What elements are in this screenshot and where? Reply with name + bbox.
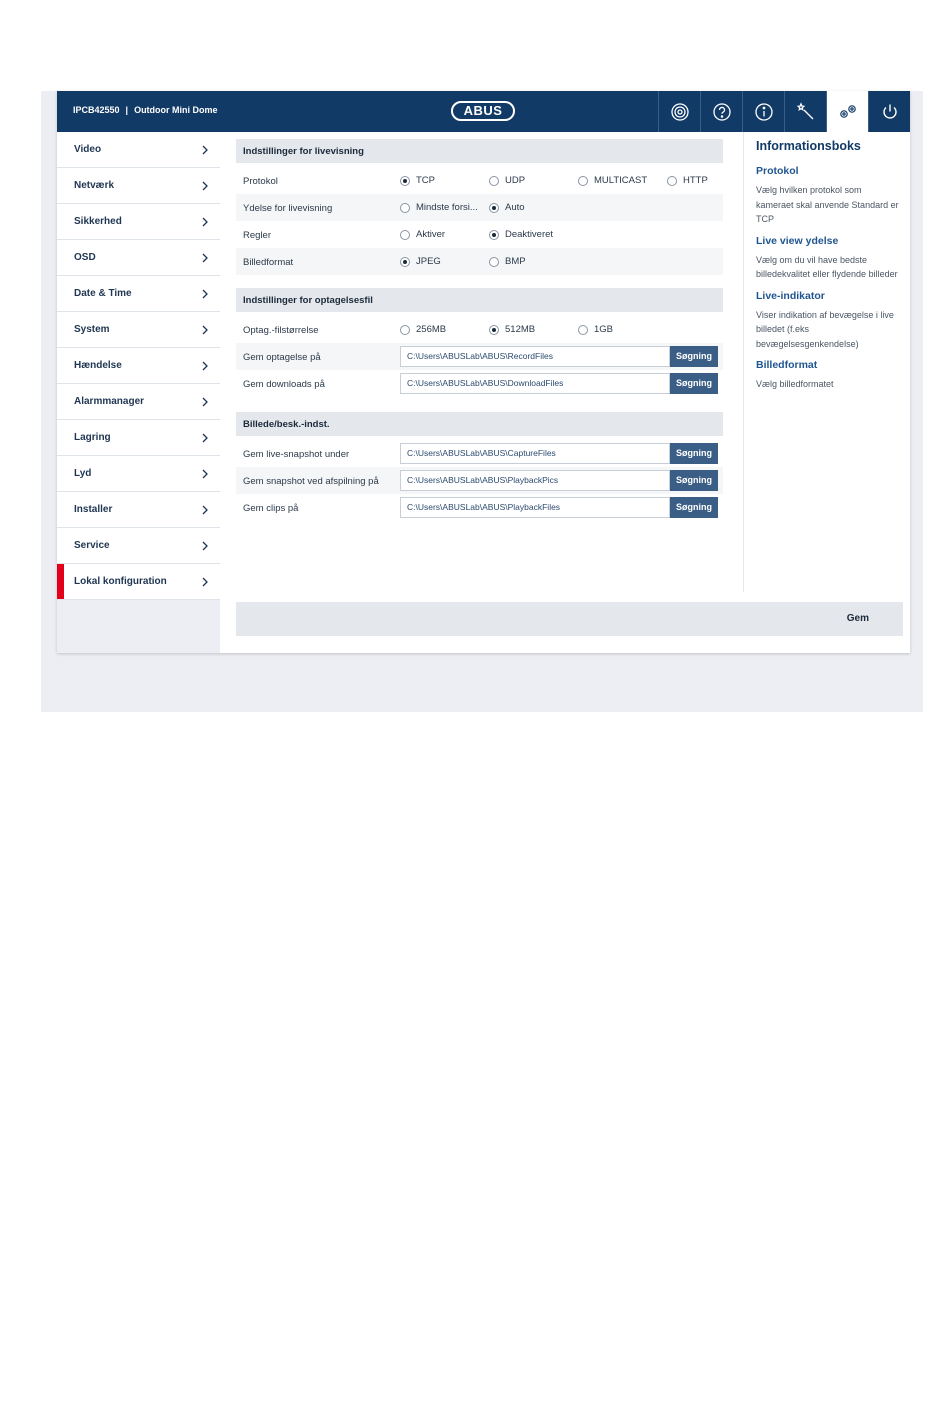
camera-icon[interactable] <box>658 91 700 132</box>
radio-label: 512MB <box>505 324 536 335</box>
sidebar-item-label: Sikkerhed <box>74 216 122 227</box>
image-format-label: Billedformat <box>243 257 294 268</box>
section-live-view-title: Indstillinger for livevisning <box>236 139 723 163</box>
radio-size-256mb[interactable] <box>400 324 446 335</box>
sidebar-item-service[interactable] <box>57 528 220 564</box>
info-text-protocol: Vælg hvilken protokol som kameraet skal anvende Standard er TCP <box>756 185 899 224</box>
radio-label: MULTICAST <box>594 175 648 186</box>
sidebar <box>57 132 220 653</box>
row-clips <box>236 494 723 521</box>
sidebar-item-audio[interactable] <box>57 456 220 492</box>
chevron-right-icon <box>200 180 210 192</box>
save-records-path-input[interactable]: C:\Users\ABUSLab\ABUS\RecordFiles <box>400 346 670 367</box>
chevron-right-icon <box>200 288 210 300</box>
browse-playback-snapshot-button[interactable]: Søgning <box>670 470 718 491</box>
radio-button[interactable] <box>489 325 499 335</box>
chevron-right-icon <box>200 252 210 264</box>
info-heading-protocol: Protokol <box>756 165 799 177</box>
device-model: IPCB42550 <box>73 105 120 115</box>
rules-label: Regler <box>243 230 271 241</box>
settings-panel <box>236 139 723 521</box>
protocol-label: Protokol <box>243 176 278 187</box>
radio-label: UDP <box>505 175 526 186</box>
row-image-format <box>236 248 723 275</box>
radio-button[interactable] <box>400 257 410 267</box>
sidebar-item-osd[interactable] <box>57 240 220 276</box>
info-box-title: Informationsboks <box>756 139 861 153</box>
section-record-title: Indstillinger for optagelsesfil <box>236 288 723 312</box>
radio-protocol-multicast[interactable] <box>578 175 647 186</box>
sidebar-item-label: OSD <box>74 252 96 263</box>
chevron-right-icon <box>200 432 210 444</box>
sidebar-item-installer[interactable] <box>57 492 220 528</box>
browse-clips-button[interactable]: Søgning <box>670 497 718 518</box>
radio-format-jpeg[interactable] <box>400 256 441 267</box>
browse-live-snapshot-button[interactable]: Søgning <box>670 443 718 464</box>
sidebar-item-label: Installer <box>74 504 113 515</box>
row-live-snapshot <box>236 440 723 467</box>
save-records-label: Gem optagelse på <box>243 352 321 363</box>
sidebar-item-alarm-manager[interactable] <box>57 384 220 420</box>
sidebar-item-storage[interactable] <box>57 420 220 456</box>
chevron-right-icon <box>200 324 210 336</box>
radio-protocol-udp[interactable] <box>489 175 525 186</box>
radio-button[interactable] <box>667 176 677 186</box>
info-heading-image-format: Billedformat <box>756 359 818 371</box>
wizard-icon[interactable] <box>784 91 826 132</box>
power-icon[interactable] <box>868 91 910 132</box>
radio-button[interactable] <box>489 176 499 186</box>
info-heading-live-performance: Live view ydelse <box>756 234 839 247</box>
live-snapshot-path-input[interactable]: C:\Users\ABUSLab\ABUS\CaptureFiles <box>400 443 670 464</box>
radio-protocol-http[interactable] <box>667 175 708 186</box>
top-bar <box>57 91 910 132</box>
radio-performance-min-delay[interactable] <box>400 202 478 213</box>
radio-label: JPEG <box>416 256 441 267</box>
radio-label: Aktiver <box>416 229 446 240</box>
chevron-right-icon <box>200 216 210 228</box>
radio-label: 1GB <box>594 324 614 335</box>
sidebar-item-security[interactable] <box>57 204 220 240</box>
playback-snapshot-path-input[interactable]: C:\Users\ABUSLab\ABUS\PlaybackPics <box>400 470 670 491</box>
radio-button[interactable] <box>400 203 410 213</box>
radio-rules-disable[interactable] <box>489 229 553 240</box>
sidebar-item-label: Lokal konfiguration <box>74 576 167 587</box>
save-button[interactable]: Gem <box>846 613 869 624</box>
radio-label: Deaktiveret <box>505 229 554 240</box>
sidebar-item-label: Alarmmanager <box>74 396 145 407</box>
radio-button[interactable] <box>489 203 499 213</box>
info-icon[interactable] <box>742 91 784 132</box>
sidebar-item-event[interactable] <box>57 348 220 384</box>
chevron-right-icon <box>200 576 210 588</box>
sidebar-item-local-config[interactable] <box>57 564 220 600</box>
radio-label: BMP <box>505 256 526 267</box>
chevron-right-icon <box>200 468 210 480</box>
header-toolbar <box>658 91 910 132</box>
chevron-right-icon <box>200 144 210 156</box>
sidebar-item-label: Lagring <box>74 432 111 443</box>
sidebar-item-label: Video <box>74 144 102 155</box>
save-downloads-path-input[interactable]: C:\Users\ABUSLab\ABUS\DownloadFiles <box>400 373 670 394</box>
chevron-right-icon <box>200 504 210 516</box>
radio-protocol-tcp[interactable] <box>400 175 435 186</box>
radio-button[interactable] <box>400 176 410 186</box>
app-window <box>57 91 910 653</box>
radio-format-bmp[interactable] <box>489 256 526 267</box>
chevron-right-icon <box>200 396 210 408</box>
settings-icon[interactable] <box>826 91 868 132</box>
browse-downloads-button[interactable]: Søgning <box>670 373 718 394</box>
abus-logo: ABUS <box>451 101 515 121</box>
info-text-image-format: Vælg billedformatet <box>756 379 834 389</box>
radio-size-1gb[interactable] <box>578 324 613 335</box>
clips-path-input[interactable]: C:\Users\ABUSLab\ABUS\PlaybackFiles <box>400 497 670 518</box>
performance-label: Ydelse for livevisning <box>243 203 333 214</box>
radio-button[interactable] <box>578 325 588 335</box>
device-title <box>73 105 218 115</box>
row-playback-snapshot <box>236 467 723 494</box>
live-snapshot-label: Gem live-snapshot under <box>243 449 350 460</box>
row-record-file-size <box>236 316 723 343</box>
radio-rules-enable[interactable] <box>400 229 445 240</box>
sidebar-item-system[interactable] <box>57 312 220 348</box>
sidebar-item-network[interactable] <box>57 168 220 204</box>
sidebar-item-video[interactable] <box>57 132 220 168</box>
radio-button[interactable] <box>400 230 410 240</box>
sidebar-item-label: System <box>74 324 110 335</box>
row-save-records <box>236 343 723 370</box>
radio-size-512mb[interactable] <box>489 324 535 335</box>
footer-bar <box>236 602 903 636</box>
radio-button[interactable] <box>578 176 588 186</box>
playback-snapshot-label: Gem snapshot ved afspilning på <box>243 476 379 487</box>
browse-records-button[interactable]: Søgning <box>670 346 718 367</box>
row-rules <box>236 221 723 248</box>
info-box <box>743 132 910 592</box>
radio-button[interactable] <box>489 230 499 240</box>
radio-label: Mindste forsi... <box>416 202 478 213</box>
sidebar-item-label: Netværk <box>74 180 115 191</box>
save-downloads-label: Gem downloads på <box>243 379 325 390</box>
row-save-downloads <box>236 370 723 397</box>
file-size-label: Optag.-filstørrelse <box>243 325 319 336</box>
chevron-right-icon <box>200 540 210 552</box>
section-picture-title: Billede/besk.-indst. <box>236 412 723 436</box>
info-text-live-performance: Vælg om du vil have bedste billedekvalitet eller flydende billeder <box>756 254 898 279</box>
sidebar-item-label: Lyd <box>74 468 92 479</box>
radio-label: Auto <box>505 202 525 213</box>
help-icon[interactable] <box>700 91 742 132</box>
info-heading-live-indicator: Live-indikator <box>756 289 825 302</box>
title-separator: | <box>125 105 129 115</box>
row-live-performance <box>236 194 723 221</box>
radio-button[interactable] <box>489 257 499 267</box>
device-name: Outdoor Mini Dome <box>134 105 218 115</box>
sidebar-item-label: Hændelse <box>74 360 122 371</box>
clips-label: Gem clips på <box>243 503 299 514</box>
sidebar-item-label: Date & Time <box>74 288 132 299</box>
sidebar-item-date-time[interactable] <box>57 276 220 312</box>
info-text-live-indicator: Viser indikation af bevægelse i live billedet (f.eks bevægelsesgenkendelse) <box>756 309 894 349</box>
radio-label: HTTP <box>683 175 708 186</box>
radio-label: 256MB <box>416 324 447 335</box>
sidebar-item-label: Service <box>74 540 110 551</box>
chevron-right-icon <box>200 360 210 372</box>
row-protocol <box>236 167 723 194</box>
radio-button[interactable] <box>400 325 410 335</box>
radio-label: TCP <box>416 175 435 186</box>
radio-performance-auto[interactable] <box>489 202 525 213</box>
